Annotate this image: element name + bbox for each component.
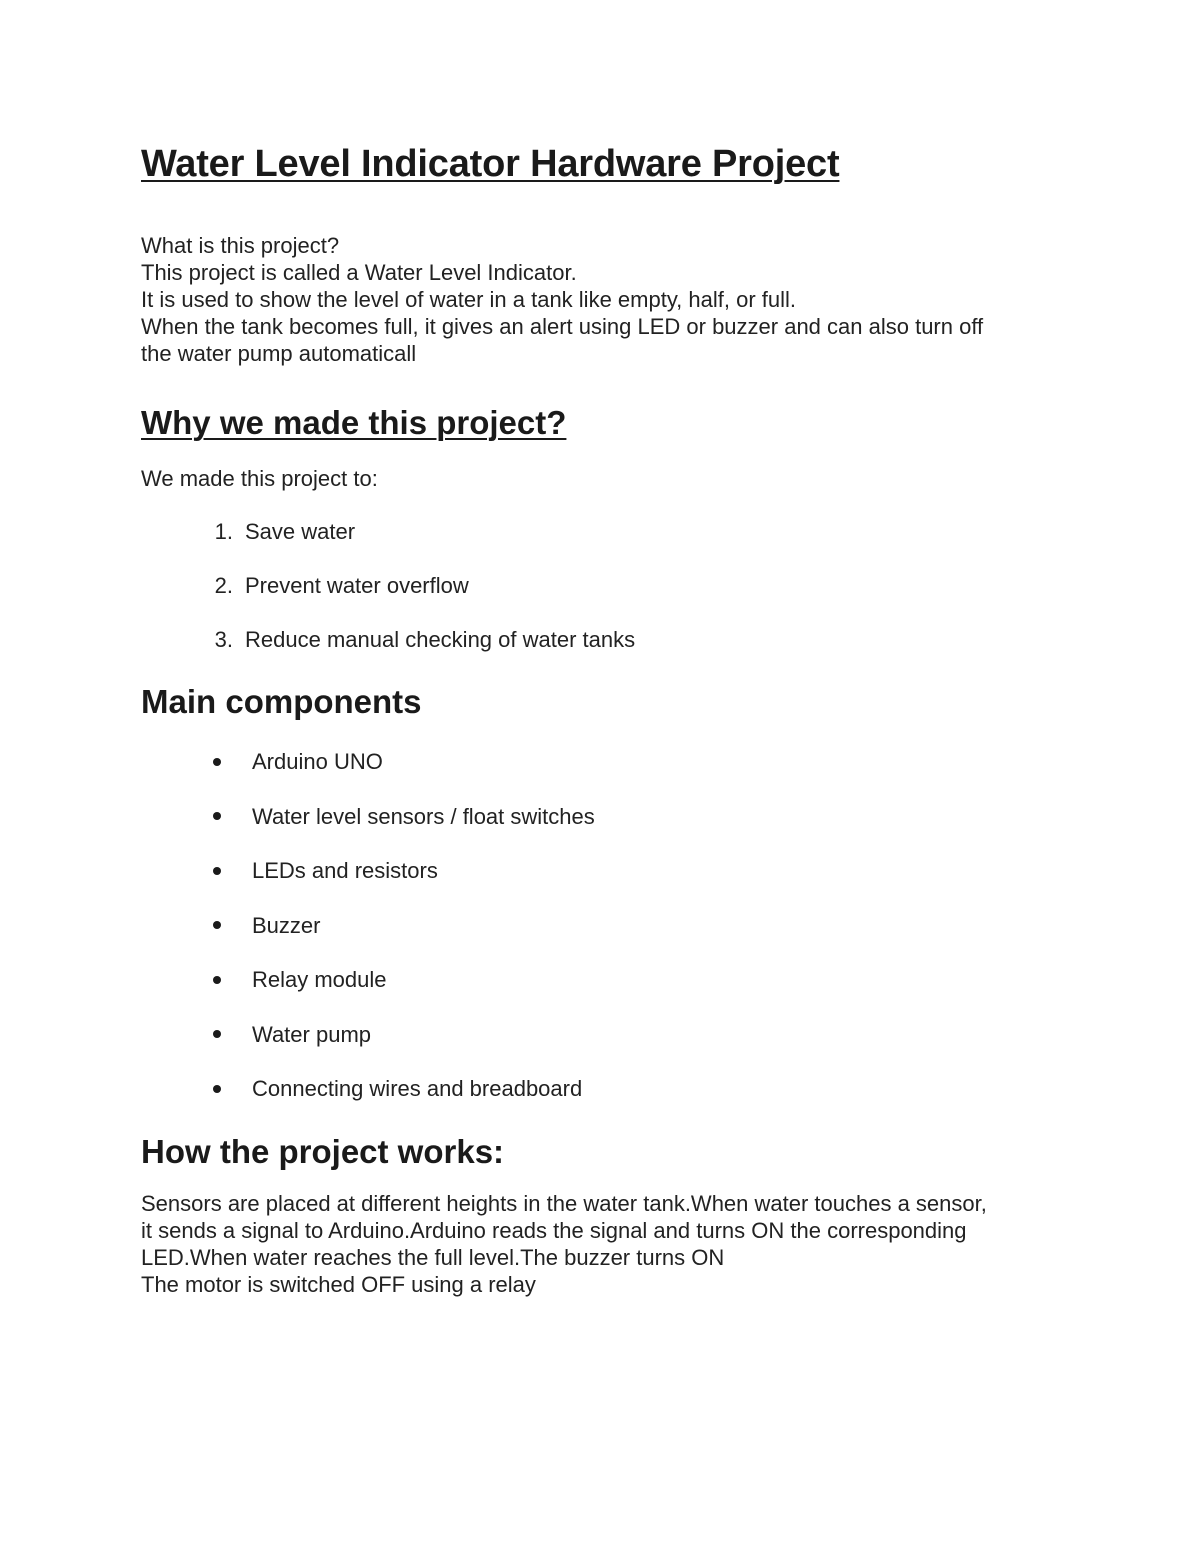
list-item	[141, 1021, 1071, 1048]
list-item	[141, 912, 1071, 939]
list-item-text: Prevent water overflow	[245, 573, 469, 598]
document-title: Water Level Indicator Hardware Project	[141, 143, 840, 185]
list-item-text: Arduino UNO	[252, 749, 383, 774]
why-heading: Why we made this project?	[141, 404, 567, 441]
list-item	[141, 572, 1071, 599]
list-item	[141, 857, 1071, 884]
list-item-text: LEDs and resistors	[252, 858, 438, 883]
list-item-text: Relay module	[252, 967, 387, 992]
works-section	[141, 1190, 1071, 1298]
why-lead: We made this project to:	[141, 466, 378, 491]
list-item	[141, 518, 1071, 545]
bullet-icon	[141, 1085, 252, 1093]
intro-question: What is this project?	[141, 233, 340, 258]
why-list	[141, 518, 1071, 653]
bullet-icon	[141, 1030, 252, 1038]
works-line: The motor is switched OFF using a relay	[141, 1271, 536, 1297]
list-item-text: Buzzer	[252, 912, 321, 938]
list-item	[141, 748, 1071, 775]
list-number: 1.	[214, 519, 233, 544]
list-item	[141, 803, 1071, 830]
list-item-text: Reduce manual checking of water tanks	[245, 627, 636, 652]
intro-line: It is used to show the level of water in a tank like empty, half, or full.	[141, 287, 797, 312]
list-number: 2.	[214, 573, 233, 598]
list-item-text: Water pump	[252, 1021, 372, 1047]
intro-section	[141, 232, 1071, 367]
list-item-text: Save water	[245, 519, 356, 544]
bullet-icon	[141, 976, 252, 984]
intro-line: This project is called a Water Level Indicator.	[141, 260, 577, 285]
bullet-icon	[141, 867, 252, 875]
components-list	[141, 748, 1071, 1102]
intro-line: When the tank becomes full, it gives an alert using LED or buzzer and can also turn off	[141, 314, 984, 339]
bullet-icon	[141, 812, 252, 820]
intro-line: the water pump automaticall	[141, 341, 417, 366]
list-item	[141, 1075, 1071, 1102]
bullet-icon	[141, 921, 252, 929]
list-item-text: Water level sensors / float switches	[252, 803, 595, 829]
components-heading: Main components	[141, 683, 422, 720]
list-item	[141, 966, 1071, 993]
document-body	[141, 140, 1071, 1298]
bullet-icon	[141, 758, 252, 766]
works-line: it sends a signal to Arduino.Arduino reads the signal and turns ON the corresponding	[141, 1217, 967, 1243]
works-line: LED.When water reaches the full level.The buzzer turns ON	[141, 1244, 725, 1270]
works-line: Sensors are placed at different heights in the water tank.When water touches a sensor,	[141, 1190, 987, 1216]
list-item	[141, 626, 1071, 653]
list-number: 3.	[214, 627, 233, 652]
list-item-text: Connecting wires and breadboard	[252, 1076, 583, 1101]
works-heading: How the project works:	[141, 1132, 505, 1170]
